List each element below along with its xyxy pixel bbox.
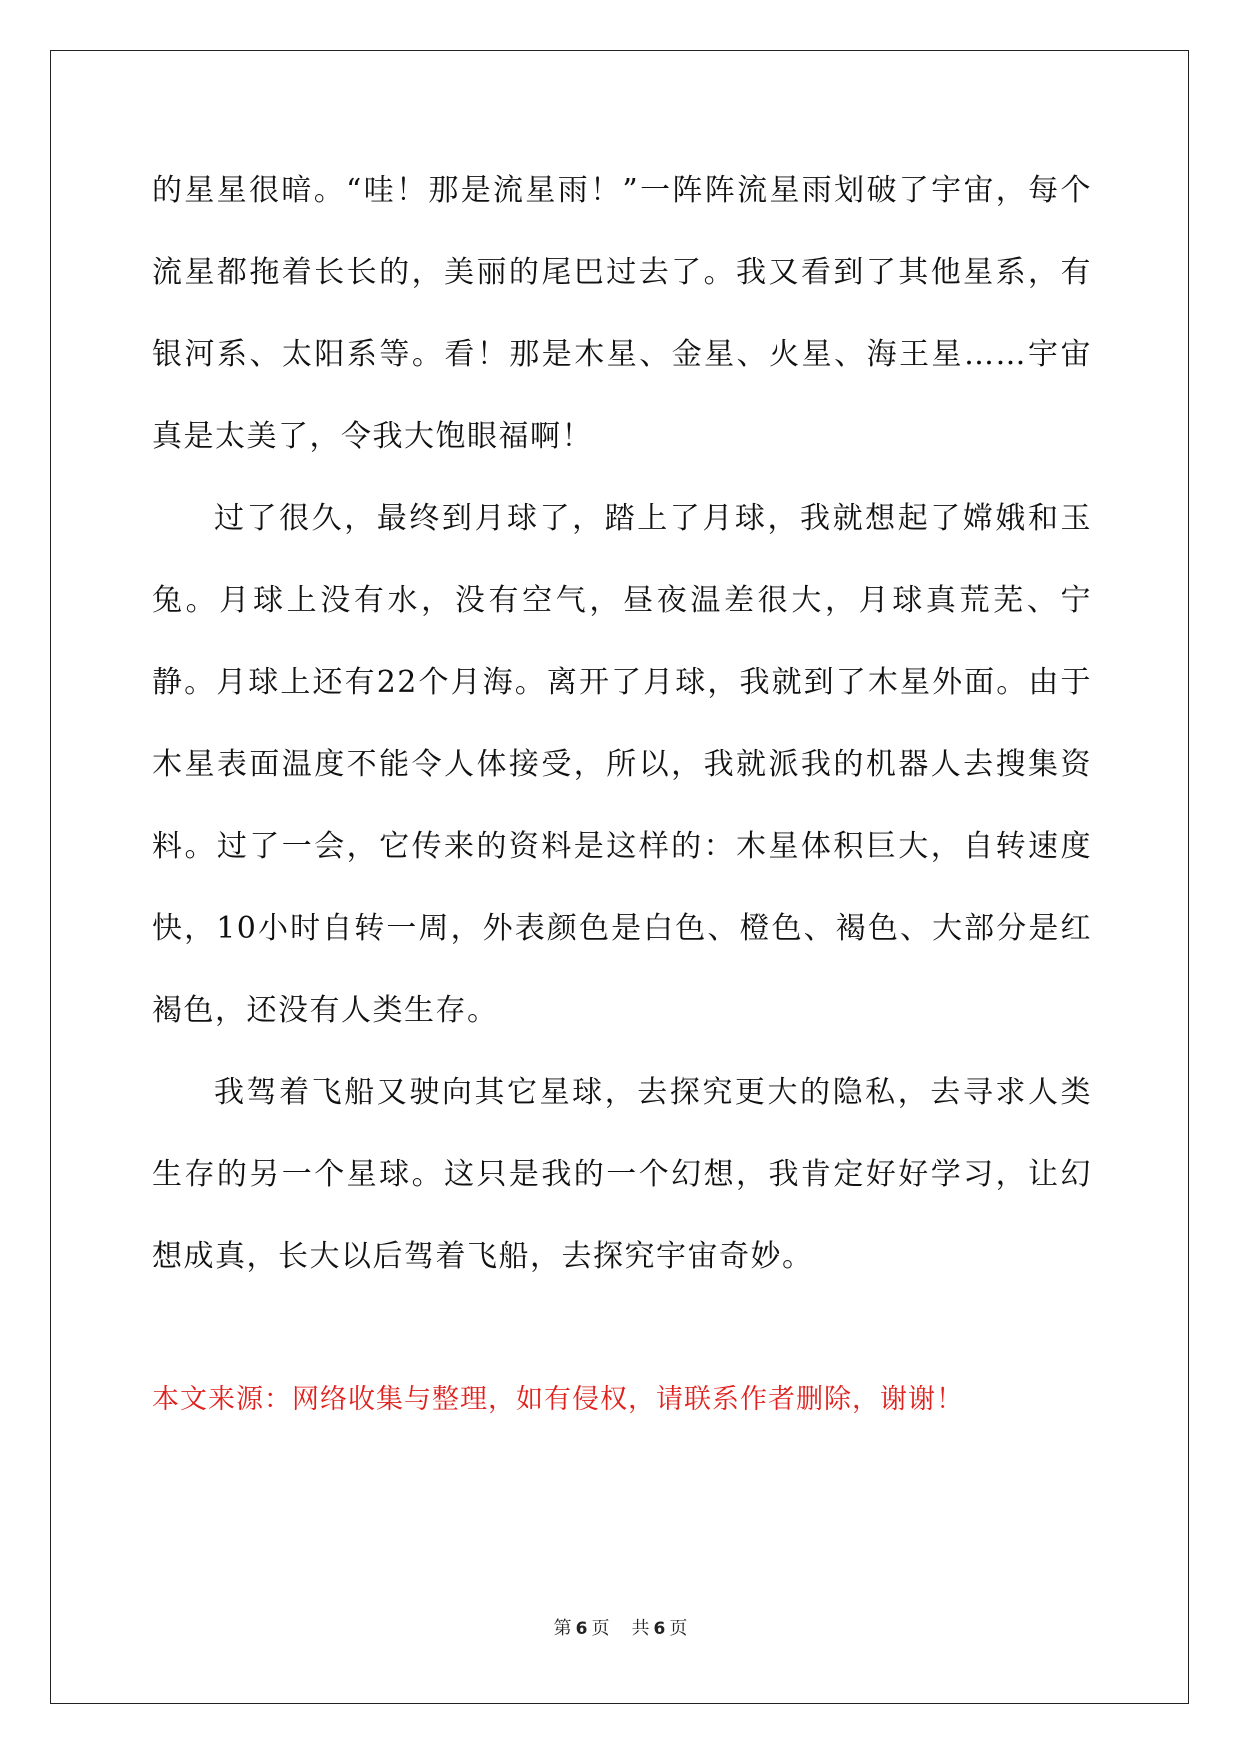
paragraph-2: 过了很久，最终到月球了，踏上了月球，我就想起了嫦娥和玉兔。月球上没有水，没有空气，昼夜温差很大，月球真荒芜、宁静。月球上还有22个月海。离开了月球，我就到了木星外面。由于木星表面温度不能令人体接受，所以，我就派我的机器人去搜集资料。过了一会，它传来的资料是这样的：木星体积巨大，自转速度快，10小时自转一周，外表颜色是白色、橙色、褐色、大部分是红褐色，还没有人类生存。: [152, 501, 1092, 1028]
paragraph-1: 的星星很暗。“哇！那是流星雨！”一阵阵流星雨划破了宇宙，每个流星都拖着长长的，美丽的尾巴过去了。我又看到了其他星系，有银河系、太阳系等。看！那是木星、金星、火星、海王星……宇宙真是太美了，令我大饱眼福啊！: [152, 173, 1092, 454]
page-footer: [0, 1614, 1241, 1644]
source-note: 本文来源：网络收集与整理，如有侵权，请联系作者删除，谢谢！: [152, 1384, 964, 1415]
page-prefix: 第: [553, 1618, 572, 1639]
document-body: [152, 150, 1092, 1298]
page-suffix: 页: [591, 1618, 610, 1639]
total-suffix: 页: [669, 1618, 688, 1639]
paragraph-3: 我驾着飞船又驶向其它星球，去探究更大的隐私，去寻求人类生存的另一个星球。这只是我的一个幻想，我肯定好好学习，让幻想成真，长大以后驾着飞船，去探究宇宙奇妙。: [152, 1075, 1092, 1274]
current-page-number: 6: [575, 1619, 588, 1639]
total-prefix: 共: [631, 1618, 650, 1639]
total-pages-number: 6: [653, 1619, 666, 1639]
